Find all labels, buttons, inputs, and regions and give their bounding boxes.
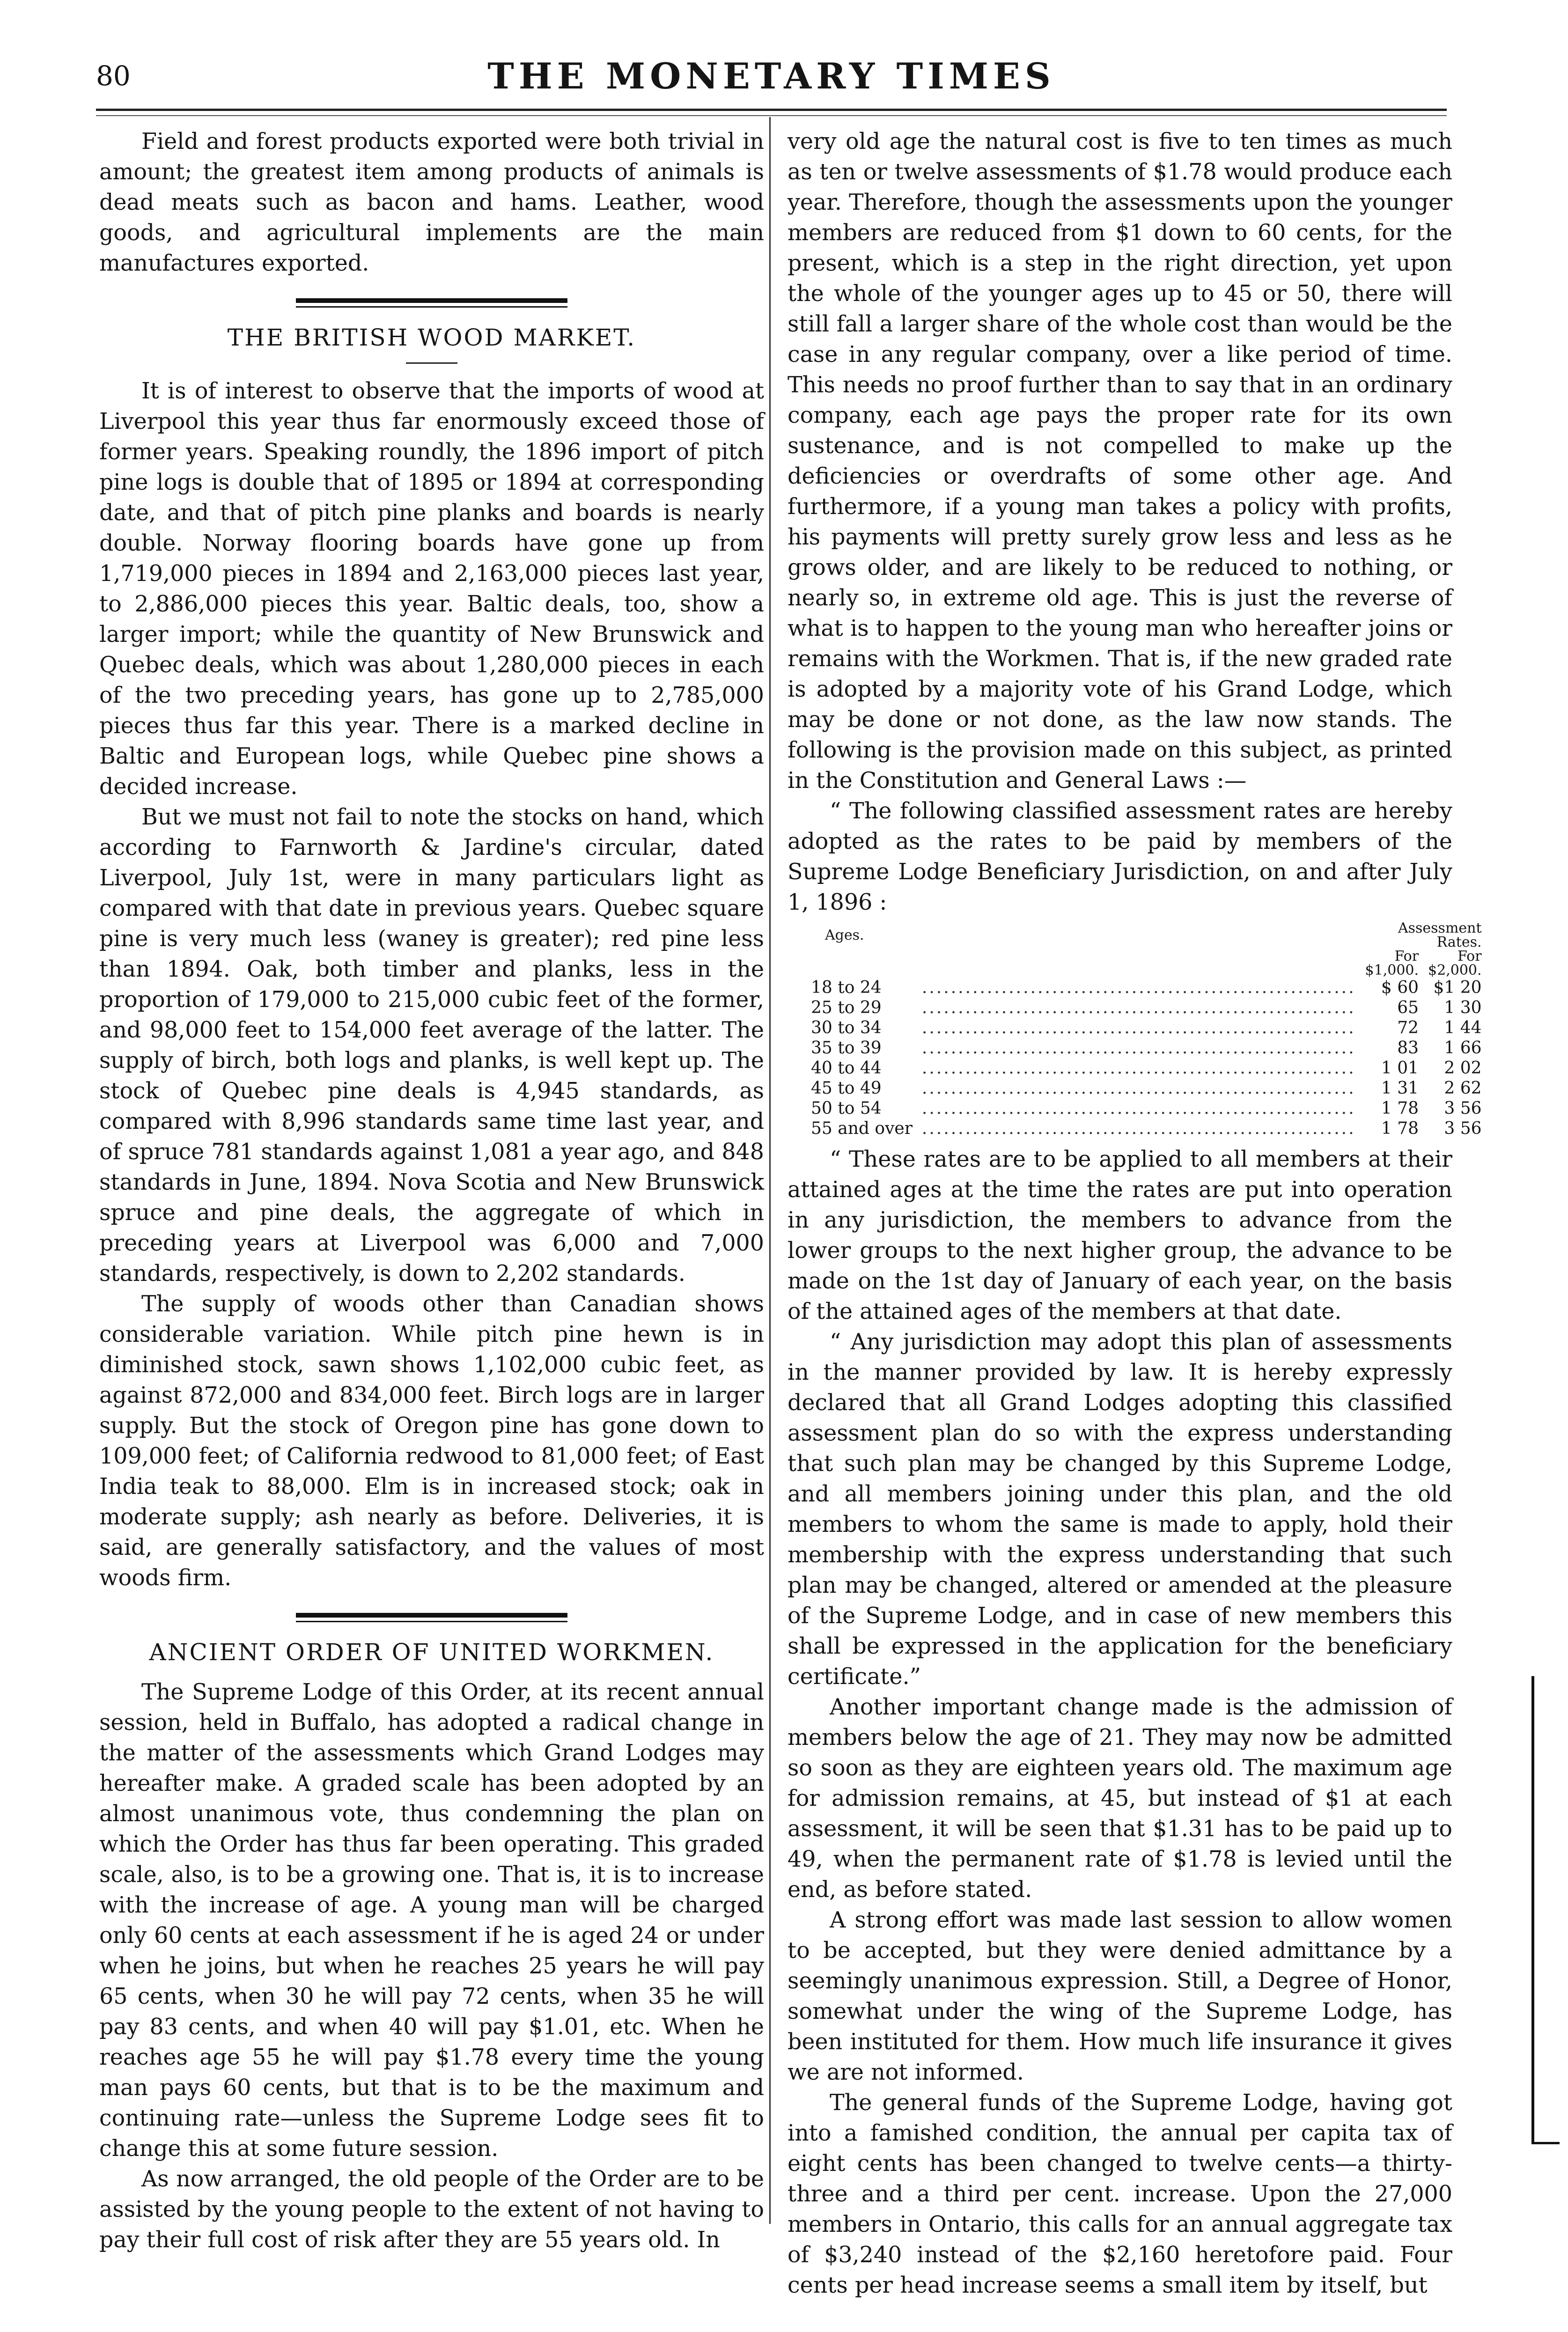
rate-2000-cell: 2 02: [1444, 1059, 1482, 1078]
article-paragraph: “ These rates are to be applied to all members at their attained ages at the time the rates are put into operation in any jurisdiction, the members to advance from the lower groups to the next higher group, the advance to be made on the 1st day of January of each year, on the basis of the attained ages of the members at that date.: [788, 1147, 1452, 1324]
section-ornament-rule: [296, 298, 567, 308]
leader-dots: ............................................................: [921, 1079, 1356, 1098]
leader-dots: ............................................................: [921, 1038, 1356, 1058]
rate-age-cell: 50 to 54: [811, 1099, 882, 1118]
heading-underline: [406, 362, 457, 364]
article-paragraph: The supply of woods other than Canadian shows considerable variation. While pitch pine hewn is in diminished stock, sawn shows 1,102,000 cubic feet, as against 872,000 and 834,000 feet. Birch logs are in larger supply. But the stock of Oregon pine has gone down to 109,000 feet; of California redwood to 81,000 feet; of East India teak to 88,000. Elm is in increased stock; oak in moderate supply; ash nearly as before. Deliveries, it is said, are generally satisfactory, and the values of most woods firm.: [99, 1291, 764, 1591]
rate-age-cell: 45 to 49: [811, 1079, 882, 1098]
rate-1000-cell: 1 78: [1381, 1099, 1419, 1118]
rate-1000-cell: 72: [1397, 1018, 1419, 1037]
article-paragraph: But we must not fail to note the stocks on hand, which according to Farnworth & Jardine's circular, dated Liverpool, July 1st, were in many particulars light as compared with that date in previous years. Quebec square pine is very much less (waney is greater); red pine less than 1894. Oak, both timber and planks, less in the proportion of 179,000 to 215,000 cubic feet of the former, and 98,000 feet to 154,000 feet average of the latter. The supply of birch, both logs and planks, is well kept up. The stock of Quebec pine deals is 4,945 standards, as compared with 8,996 standards same time last year, and of spruce 781 standards against 1,081 a year ago, and 848 standards in June, 1894. Nova Scotia and New Brunswick spruce and pine deals, the aggregate of which in preceding years at Liverpool was 6,000 and 7,000 standards, respectively, is down to 2,202 standards.: [99, 804, 764, 1287]
rate-age-cell: 25 to 29: [811, 998, 882, 1017]
article-paragraph: “ Any jurisdiction may adopt this plan of assessments in the manner provided by law. It is hereby expressly declared that all Grand Lodges adopting this classified assessment plan do so with the express understanding that such plan may be changed by this Supreme Lodge, and all members joining under this plan, and the old members to whom the same is made to apply, hold their membership with the express understanding that such plan may be changed, altered or amended at the pleasure of the Supreme Lodge, and in case of new members this shall be expressed in the application for the beneficiary certificate.”: [788, 1329, 1452, 1690]
ages-header: Ages.: [825, 927, 864, 943]
masthead-title: THE MONETARY TIMES: [487, 55, 1055, 97]
rate-age-cell: 35 to 39: [811, 1038, 882, 1058]
leader-dots: ............................................................: [921, 1119, 1356, 1138]
table-row: [806, 978, 1487, 998]
article-paragraph: A strong effort was made last session to allow women to be accepted, but they were denied admittance by a seemingly unanimous expression. Still, a Degree of Honor, somewhat under the wing of the Supreme Lodge, has been instituted for them. How much life insurance it gives we are not informed.: [788, 1907, 1452, 2085]
scan-margin-mark: [1524, 1676, 1543, 2322]
assessment-rates-header: Assessment Rates.: [1398, 920, 1482, 950]
rate-2000-cell: 3 56: [1444, 1099, 1482, 1118]
rate-2000-cell: 2 62: [1444, 1079, 1482, 1098]
rates-table-body: [806, 978, 1487, 1139]
rate-1000-cell: 1 31: [1381, 1079, 1419, 1098]
section-ornament-rule: [296, 1613, 567, 1622]
page-header: [96, 55, 1447, 107]
table-row: [806, 1098, 1487, 1118]
continued-paragraph: very old age the natural cost is five to ten times as much as ten or twelve assessments of $1.78 would produce each year. Therefore, though the assessments upon the younger members are reduced from $1 down to 60 cents, for the present, which is a step in the right direction, yet upon the whole of the younger ages up to 45 or 50, there will still fall a larger share of the whole cost than would be the case in any regular company, over a like period of time. This needs no proof further than to say that in an ordinary company, each age pays the proper rate for its own sustenance, and is not compelled to make up the deficiencies or overdrafts of some other age. And furthermore, if a young man takes a policy with profits, his payments will pretty surely grow less and less as he grows older, and are likely to be reduced to nothing, or nearly so, in extreme old age. This is just the reverse of what is to happen to the young man who hereafter joins or remains with the Workmen. That is, if the new graded rate is adopted by a majority vote of his Grand Lodge, which may be done or not done, as the law now stands. The following is the provision made on this subject, as printed in the Constitution and General Laws :—: [788, 129, 1452, 794]
left-column: [99, 126, 764, 2255]
article-paragraph: The Supreme Lodge of this Order, at its recent annual session, held in Buffalo, has adopted a radical change in the matter of the assessments which Grand Lodges may hereafter make. A graded scale has been adopted by an almost unanimous vote, thus condemning the plan on which the Order has thus far been operating. This graded scale, also, is to be a growing one. That is, it is to increase with the increase of age. A young man will be charged only 60 cents at each assessment if he is aged 24 or under when he joins, but when he reaches 25 years he will pay 65 cents, when 30 he will pay 72 cents, when 35 he will pay 83 cents, and when 40 will pay $1.01, etc. When he reaches age 55 he will pay $1.78 every time the young man pays 60 cents, but that is to be the maximum and continuing rate—unless the Supreme Lodge sees fit to change this at some future session.: [99, 1679, 764, 2162]
article-paragraph: Another important change made is the admission of members below the age of 21. They may now be admitted so soon as they are eighteen years old. The maximum age for admission remains, at 45, but instead of $1 at each assessment, it will be seen that $1.31 has to be paid up to 49, when the permanent rate of $1.78 is levied until the end, as before stated.: [788, 1694, 1452, 1903]
table-row: [806, 1038, 1487, 1058]
rate-1000-cell: 1 01: [1381, 1059, 1419, 1078]
rate-2000-cell: 3 56: [1444, 1119, 1482, 1138]
leader-dots: ............................................................: [921, 978, 1356, 997]
page-number: 80: [96, 60, 131, 92]
leader-dots: ............................................................: [921, 1018, 1356, 1037]
right-column: [788, 126, 1482, 2301]
rate-1000-cell: $ 60: [1381, 978, 1419, 997]
leader-dots: ............................................................: [921, 1059, 1356, 1078]
rate-2000-cell: 1 30: [1444, 998, 1482, 1017]
rate-1000-header: For $1,000.: [1365, 948, 1419, 978]
rate-1000-cell: 65: [1397, 998, 1419, 1017]
table-row: [806, 1058, 1487, 1078]
table-row: [806, 1018, 1487, 1038]
table-subheader-row: [806, 949, 1487, 978]
table-row: [806, 1078, 1487, 1098]
intro-paragraph: Field and forest products exported were both trivial in amount; the greatest item among products of animals is dead meats such as bacon and hams. Leather, wood goods, and agricultural implements are the main manufactures exported.: [99, 129, 764, 276]
leader-dots: ............................................................: [921, 998, 1356, 1017]
column-divider: [769, 117, 771, 2224]
table-row: [806, 998, 1487, 1018]
rate-age-cell: 55 and over: [811, 1119, 913, 1138]
article-paragraph: As now arranged, the old people of the Order are to be assisted by the young people to the extent of not having to pay their full cost of risk after they are 55 years old. In: [99, 2166, 764, 2253]
quote-intro-paragraph: “ The following classified assessment rates are hereby adopted as the rates to be paid by members of the Supreme Lodge Beneficiary Jurisdiction, on and after July 1, 1896 :: [788, 798, 1452, 915]
leader-dots: ............................................................: [921, 1099, 1356, 1118]
rate-age-cell: 18 to 24: [811, 978, 882, 997]
rate-2000-cell: $1 20: [1433, 978, 1482, 997]
table-header-row: [806, 921, 1487, 949]
rate-2000-cell: 1 44: [1444, 1018, 1482, 1037]
rate-1000-cell: 83: [1397, 1038, 1419, 1058]
assessment-rates-table: [806, 921, 1487, 1139]
article-paragraph: The general funds of the Supreme Lodge, having got into a famished condition, the annual per capita tax of eight cents has been changed to twelve cents—a thirty-three and a third per cent. increase. Upon the 27,000 members in Ontario, this calls for an annual aggregate tax of $3,240 instead of the $2,160 heretofore paid. Four cents per head increase seems a small item by itself, but: [788, 2090, 1452, 2298]
rate-2000-cell: 1 66: [1444, 1038, 1482, 1058]
rate-1000-cell: 1 78: [1381, 1119, 1419, 1138]
section-heading-british-wood-market: THE BRITISH WOOD MARKET.: [227, 324, 636, 351]
table-row: [806, 1118, 1487, 1139]
rate-age-cell: 30 to 34: [811, 1018, 882, 1037]
header-rule: [96, 109, 1447, 111]
section-heading-united-workmen: ANCIENT ORDER OF UNITED WORKMEN.: [149, 1639, 714, 1666]
rate-2000-header: For $2,000.: [1428, 948, 1482, 978]
rate-age-cell: 40 to 44: [811, 1059, 882, 1078]
article-paragraph: It is of interest to observe that the imports of wood at Liverpool this year thus far enormously exceed those of former years. Speaking roundly, the 1896 import of pitch pine logs is double that of 1895 or 1894 at corresponding date, and that of pitch pine planks and boards is nearly double. Norway flooring boards have gone up from 1,719,000 pieces in 1894 and 2,163,000 pieces last year, to 2,886,000 pieces this year. Baltic deals, too, show a larger import; while the quantity of New Brunswick and Quebec deals, which was about 1,280,000 pieces in each of the two preceding years, has gone up to 2,785,000 pieces thus far this year. There is a marked decline in Baltic and European logs, while Quebec pine shows a decided increase.: [99, 378, 764, 800]
header-rule-thin: [96, 115, 1447, 116]
